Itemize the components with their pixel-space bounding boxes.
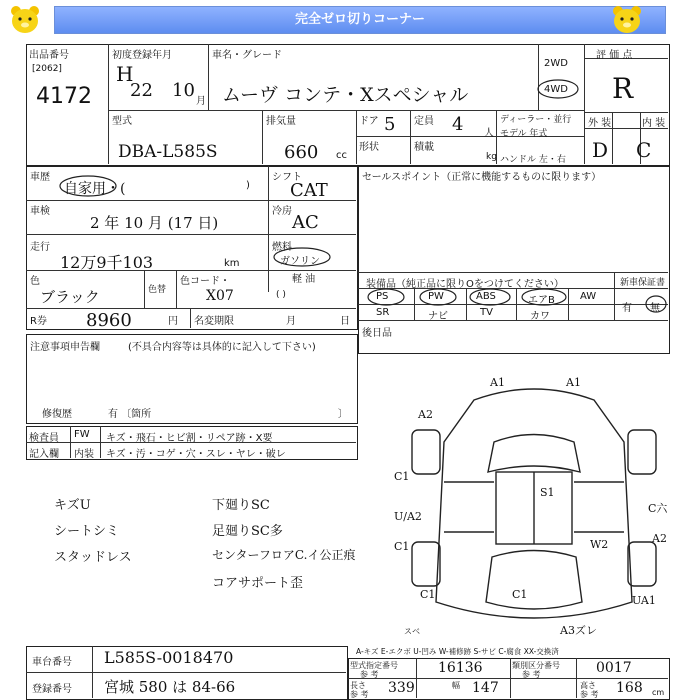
doors-value: 5 xyxy=(384,114,396,135)
comment-left-1: キズU xyxy=(54,498,91,513)
class-label: 類別区分番号 xyxy=(512,661,560,670)
diagram-mark: U/A2 xyxy=(394,510,422,523)
lot-number: 4172 xyxy=(36,84,92,109)
doors-label: ドア xyxy=(359,116,379,127)
grade-int: C xyxy=(636,138,652,162)
car-damage-diagram xyxy=(384,372,684,642)
displacement-label: 排気量 xyxy=(266,116,296,127)
diagram-mark: C1 xyxy=(420,588,436,601)
bear-mascot-icon xyxy=(610,4,644,34)
diagram-mark: W2 xyxy=(590,538,609,551)
warranty-circle-icon xyxy=(644,294,668,314)
equipment-label: 装備品（純正品に限りOをつけてください） xyxy=(366,279,564,290)
load-unit: kg xyxy=(486,152,497,162)
history-close: ) xyxy=(246,180,250,191)
fuel-gasoline: ガソリン xyxy=(280,256,320,267)
diagram-mark: A1 xyxy=(566,376,581,389)
equip-airbag: エアB xyxy=(528,295,555,306)
grade-label: 評 価 点 xyxy=(596,50,633,61)
handle-label: ハンドル 左・右 xyxy=(500,155,566,165)
recycle-value: 8960 xyxy=(86,310,132,331)
comment-left-3: スタッドレス xyxy=(54,550,132,565)
comment-left-2: シートシミ xyxy=(54,524,120,539)
drive-circle-icon xyxy=(536,78,580,100)
history-circle-icon xyxy=(58,174,118,198)
checker-label: 検査員 xyxy=(29,433,59,444)
width-label: 幅 xyxy=(452,681,460,690)
grade-value: R xyxy=(612,72,634,105)
model-label: 型式 xyxy=(112,116,132,127)
registration-year: 22 xyxy=(130,80,153,101)
dealer-label: ディーラー・並行 xyxy=(500,115,572,125)
chassis-label: 車台番号 xyxy=(32,657,72,668)
warranty-no: 無 xyxy=(650,303,660,314)
registration-month: 10 xyxy=(172,80,195,101)
shift-label: シフト xyxy=(272,172,302,183)
checker-line1: キズ・飛石・ヒビ割・リペア跡・X要 xyxy=(106,433,273,444)
notes-sub: (不具合内容等は具体的に記入して下さい) xyxy=(128,342,316,353)
equip-ps: PS xyxy=(376,291,389,302)
reg-number-value: 宮城 580 は 84-66 xyxy=(104,678,236,696)
name-change-label: 名変期限 xyxy=(194,316,234,327)
rear-seat-label: 後日品 xyxy=(362,328,392,339)
displacement-value: 660 xyxy=(284,142,319,163)
ac-label: 冷房 xyxy=(272,206,292,217)
diagram-mark: C1 xyxy=(394,470,410,483)
ref-label: 参 考 xyxy=(350,690,369,699)
diagram-mark: C1 xyxy=(512,588,528,601)
dimension-unit: cm xyxy=(652,688,665,697)
sales-point-label: セールスポイント（正常に機能するものに限ります） xyxy=(362,172,602,183)
diagram-mark: UA1 xyxy=(632,594,656,607)
diagram-mark: A2 xyxy=(418,408,433,421)
equip-navi: ナビ xyxy=(428,311,448,322)
fuel-paren: ( ) xyxy=(276,290,286,300)
equip-abs: ABS xyxy=(476,291,496,302)
warranty-label: 新車保証書 xyxy=(620,278,666,288)
checker-line2: キズ・汚・コゲ・穴・スレ・ヤレ・破レ xyxy=(106,449,286,460)
equip-sr: SR xyxy=(376,307,390,318)
name-change-month: 月 xyxy=(286,316,296,327)
ref-label: 参 考 xyxy=(360,670,379,679)
type-label: 型式指定番号 xyxy=(350,661,398,670)
equip-leather: カワ xyxy=(530,311,550,322)
class-value: 0017 xyxy=(596,660,632,676)
load-label: 積載 xyxy=(414,142,434,153)
ac-value: AC xyxy=(292,212,319,233)
reg-number-label: 登録番号 xyxy=(32,684,72,695)
registration-label: 初度登録年月 xyxy=(112,50,172,61)
car-name: ムーヴ コンテ・Xスペシャル xyxy=(222,84,469,106)
height-label: 高さ xyxy=(580,681,596,690)
shape-label: 形状 xyxy=(359,142,379,153)
comment-right-4: コアサポート歪 xyxy=(212,576,304,591)
color-code: X07 xyxy=(206,288,234,304)
registration-era: H xyxy=(116,62,134,86)
diagram-mark: A1 xyxy=(490,376,505,389)
grade-int-label: 内 装 xyxy=(642,118,666,129)
history-label: 車歴 xyxy=(30,172,50,183)
mileage-label: 走行 xyxy=(30,242,50,253)
diagram-mark: スベ xyxy=(404,627,420,636)
mileage-unit: km xyxy=(224,258,240,269)
drive-2wd: 2WD xyxy=(544,58,568,69)
history-value: 自家用・( xyxy=(64,181,126,197)
diagram-mark: A3ズレ xyxy=(560,624,597,637)
model-value: DBA-L585S xyxy=(118,142,218,162)
capacity-label: 定員 xyxy=(414,116,434,127)
fuel-circle-icon xyxy=(272,246,332,268)
color-label: 色 xyxy=(30,276,40,287)
color-no-label: 色替 xyxy=(148,285,167,295)
length-value: 339 xyxy=(388,680,415,696)
registration-unit: 月 xyxy=(196,96,206,107)
color-value: ブラック xyxy=(40,288,100,306)
bear-mascot-icon xyxy=(8,4,42,34)
legend: A-キズ E-エクボ U-凹み W-補修跡 S-サビ C-腐食 XX-交換済 xyxy=(356,647,559,656)
length-label: 長さ xyxy=(350,681,366,690)
inspection-label: 車検 xyxy=(30,206,50,217)
equip-tv: TV xyxy=(480,307,493,318)
inspection-value: 2 年 10 月 (17 日) xyxy=(90,214,219,232)
grade-ext-label: 外 装 xyxy=(588,118,612,129)
notes-label: 注意事項申告欄 xyxy=(30,342,100,353)
diagram-mark: C六 xyxy=(648,502,668,515)
equip-aw: AW xyxy=(580,291,597,302)
fuel-diesel: 軽 油 xyxy=(292,274,316,285)
capacity-unit: 人 xyxy=(484,128,494,139)
type-value: 16136 xyxy=(438,660,483,676)
diagram-mark: A2 xyxy=(652,532,667,545)
ref-label: 参 考 xyxy=(580,690,599,699)
color-code-label: 色コード・ xyxy=(180,276,230,287)
name-change-day: 日 xyxy=(340,316,350,327)
entry-label: 記入欄 xyxy=(29,449,59,460)
checker-interior: 内装 xyxy=(74,449,94,460)
grade-ext: D xyxy=(592,138,609,162)
width-value: 147 xyxy=(472,680,499,696)
diagram-mark: S1 xyxy=(540,486,555,499)
lot-sub: [2062] xyxy=(32,64,62,74)
warranty-yes: 有 xyxy=(622,303,632,314)
chassis-value: L585S-0018470 xyxy=(104,648,234,667)
lot-label: 出品番号 xyxy=(29,50,69,61)
car-label: 車名・グレード xyxy=(212,50,282,61)
shift-value: CAT xyxy=(290,180,328,201)
recycle-unit: 円 xyxy=(168,316,178,327)
comment-right-2: 足廻りSC多 xyxy=(212,524,283,539)
model-year-label: モデル 年式 xyxy=(500,129,548,139)
equipment-circles-icon xyxy=(364,286,574,308)
repair-close: 〕 xyxy=(338,409,348,420)
equip-pw: PW xyxy=(428,291,444,302)
page-title: 完全ゼロ切りコーナー xyxy=(54,6,666,34)
repair-label: 修復歴 xyxy=(42,409,72,420)
diagram-mark: C1 xyxy=(394,540,410,553)
displacement-unit: cc xyxy=(336,150,347,161)
capacity-value: 4 xyxy=(452,114,464,135)
equipment-block xyxy=(358,166,670,354)
comment-right-1: 下廻りSC xyxy=(212,498,270,513)
comment-right-3: センターフロアC.イ公正痕 xyxy=(212,548,356,562)
mileage-value: 12万9千103 xyxy=(60,253,154,272)
height-value: 168 xyxy=(616,680,643,696)
ref-label: 参 考 xyxy=(522,670,541,679)
recycle-label: R券 xyxy=(30,316,47,327)
drive-4wd: 4WD xyxy=(544,84,568,95)
checker-fw: FW xyxy=(74,429,90,440)
fuel-label: 燃料 xyxy=(272,242,292,253)
repair-value: 有 〔箇所 xyxy=(108,409,152,420)
